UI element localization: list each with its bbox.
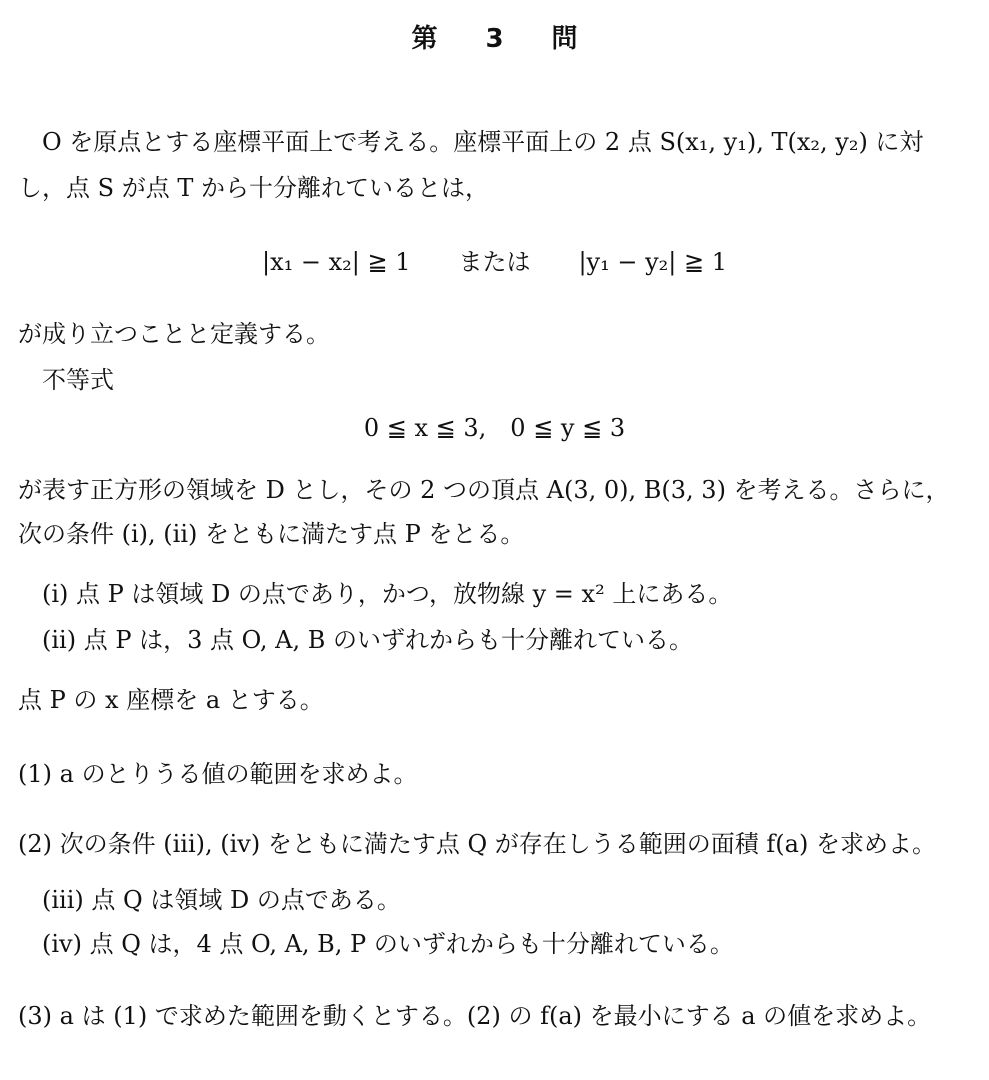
title-char-2: 3 <box>485 24 504 54</box>
intro-line-2: し，点 S が点 T から十分離れているとは， <box>18 174 489 202</box>
problem-title <box>0 18 989 55</box>
intro-line-3: が成り立つことと定義する。 <box>18 320 330 348</box>
definition-equation: |x₁ − x₂| ≧ 1 または |y₁ − y₂| ≧ 1 <box>261 248 728 276</box>
region-line-1: が表す正方形の領域を D とし，その 2 つの頂点 A(3, 0), B(3, 3) を考える。さらに， <box>18 476 950 504</box>
intro-line-1: O を原点とする座標平面上で考える。座標平面上の 2 点 S(x₁, y₁), T(x₂, y₂) に対 <box>42 128 924 156</box>
condition-ii: (ii) 点 P は，3 点 O, A, B のいずれからも十分離れている。 <box>42 626 694 654</box>
square-inequality: 0 ≦ x ≦ 3, 0 ≦ y ≦ 3 <box>363 414 626 442</box>
condition-i: (i) 点 P は領域 D の点であり，かつ，放物線 y = x² 上にある。 <box>42 580 733 608</box>
condition-iv: (iv) 点 Q は，4 点 O, A, B, P のいずれからも十分離れている。 <box>42 930 734 958</box>
region-line-2: 次の条件 (i), (ii) をともに満たす点 P をとる。 <box>18 520 525 548</box>
question-3: (3) a は (1) で求めた範囲を動くとする。(2) の f(a) を最小にする a の値を求めよ。 <box>18 1002 932 1030</box>
inequality-label: 不等式 <box>42 366 114 394</box>
point-p-x-statement: 点 P の x 座標を a とする。 <box>18 686 324 714</box>
condition-iii: (iii) 点 Q は領域 D の点である。 <box>42 886 401 914</box>
title-char-1: 第 <box>411 24 438 54</box>
title-char-3: 問 <box>551 24 578 54</box>
question-1: (1) a のとりうる値の範囲を求めよ。 <box>18 760 418 788</box>
question-2: (2) 次の条件 (iii), (iv) をともに満たす点 Q が存在しうる範囲の面積 f(a) を求めよ。 <box>18 830 936 858</box>
